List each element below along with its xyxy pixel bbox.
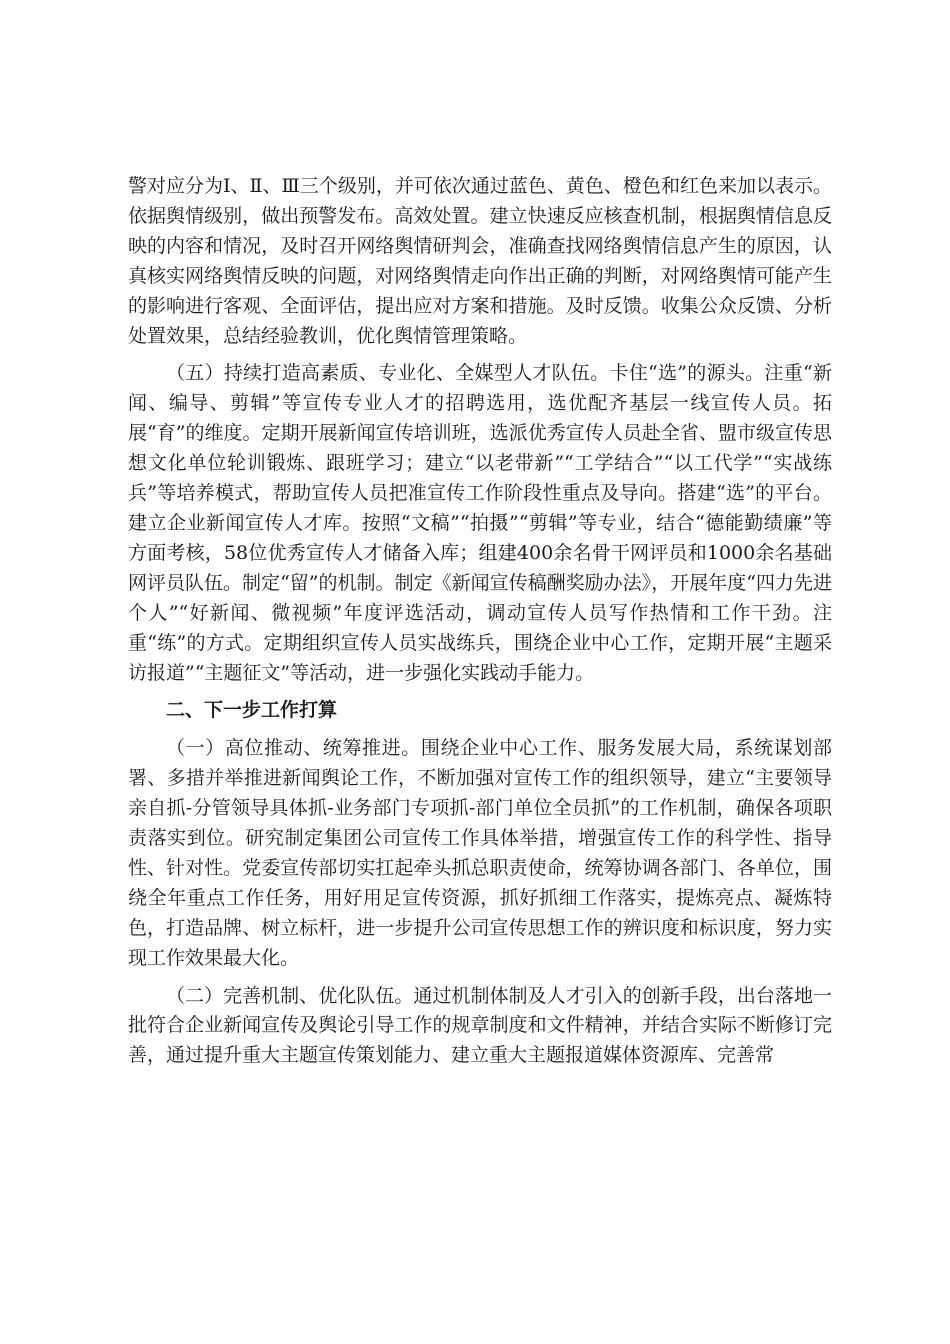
paragraph-talent-team: （五）持续打造高素质、专业化、全媒型人才队伍。卡住“选”的源头。注重“新闻、编导、剪辑”等宣传专业人才的招聘选用，选优配齐基层一线宣传人员。拓展“育”的维度。定期开展新闻宣传培训班，选派优秀宣传人员赴全省、盟市级宣传思想文化单位轮训锻炼、跟班学习；建立“以老带新”“工学结合”“以工代学”“实战练兵”等培养模式，帮助宣传人员把准宣传工作阶段性重点及导向。搭建“选”的平台。建立企业新闻宣传人才库。按照“文稿”“拍摄”“剪辑”等专业，结合“德能勤绩廉”等方面考核，58位优秀宣传人才储备入库；组建400余名骨干网评员和1000余名基础网评员队伍。制定“留”的机制。制定《新闻宣传稿酬奖励办法》，开展年度“四力先进个人”“好新闻、微视频”年度评选活动，调动宣传人员写作热情和工作干劲。注重“练”的方式。定期组织宣传人员实战练兵，围绕企业中心工作，定期开展“主题采访报道”“主题征文”等活动，进一步强化实践动手能力。 (128, 362, 832, 684)
section-heading-next-steps: 二、下一步工作打算 (166, 699, 338, 722)
paragraph-improve-mechanism: （二）完善机制、优化队伍。通过机制体制及人才引入的创新手段，出台落地一批符合企业新闻宣传及舆论引导工作的规章制度和文件精神，并结合实际不断修订完善，通过提升重大主题宣传策划能力、建立重大主题报道媒体资源库、完善常 (128, 984, 832, 1067)
document-body (128, 172, 832, 1079)
paragraph-early-warning-levels: 警对应分为Ⅰ、Ⅱ、Ⅲ三个级别，并可依次通过蓝色、黄色、橙色和红色来加以表示。依据舆情级别，做出预警发布。高效处置。建立快速反应核查机制，根据舆情信息反映的内容和情况，及时召开网络舆情研判会，准确查找网络舆情信息产生的原因，认真核实网络舆情反映的问题，对网络舆情走向作出正确的判断，对网络舆情可能产生的影响进行客观、全面评估，提出应对方案和措施。及时反馈。收集公众反馈、分析处置效果，总结经验教训，优化舆情管理策略。 (128, 175, 832, 347)
paragraph-high-level-promotion: （一）高位推动、统筹推进。围绕企业中心工作、服务发展大局，系统谋划部署、多措并举推进新闻舆论工作，不断加强对宣传工作的组织领导，建立“主要领导亲自抓-分管领导具体抓-业务部门专项抓-部门单位全员抓”的工作机制，确保各项职责落实到位。研究制定集团公司宣传工作具体举措，增强宣传工作的科学性、指导性、针对性。党委宣传部切实扛起牵头抓总职责使命，统筹协调各部门、各单位，围绕全年重点工作任务，用好用足宣传资源，抓好抓细工作落实，提炼亮点、凝炼特色，打造品牌、树立标杆，进一步提升公司宣传思想工作的辨识度和标识度，努力实现工作效果最大化。 (128, 737, 832, 969)
